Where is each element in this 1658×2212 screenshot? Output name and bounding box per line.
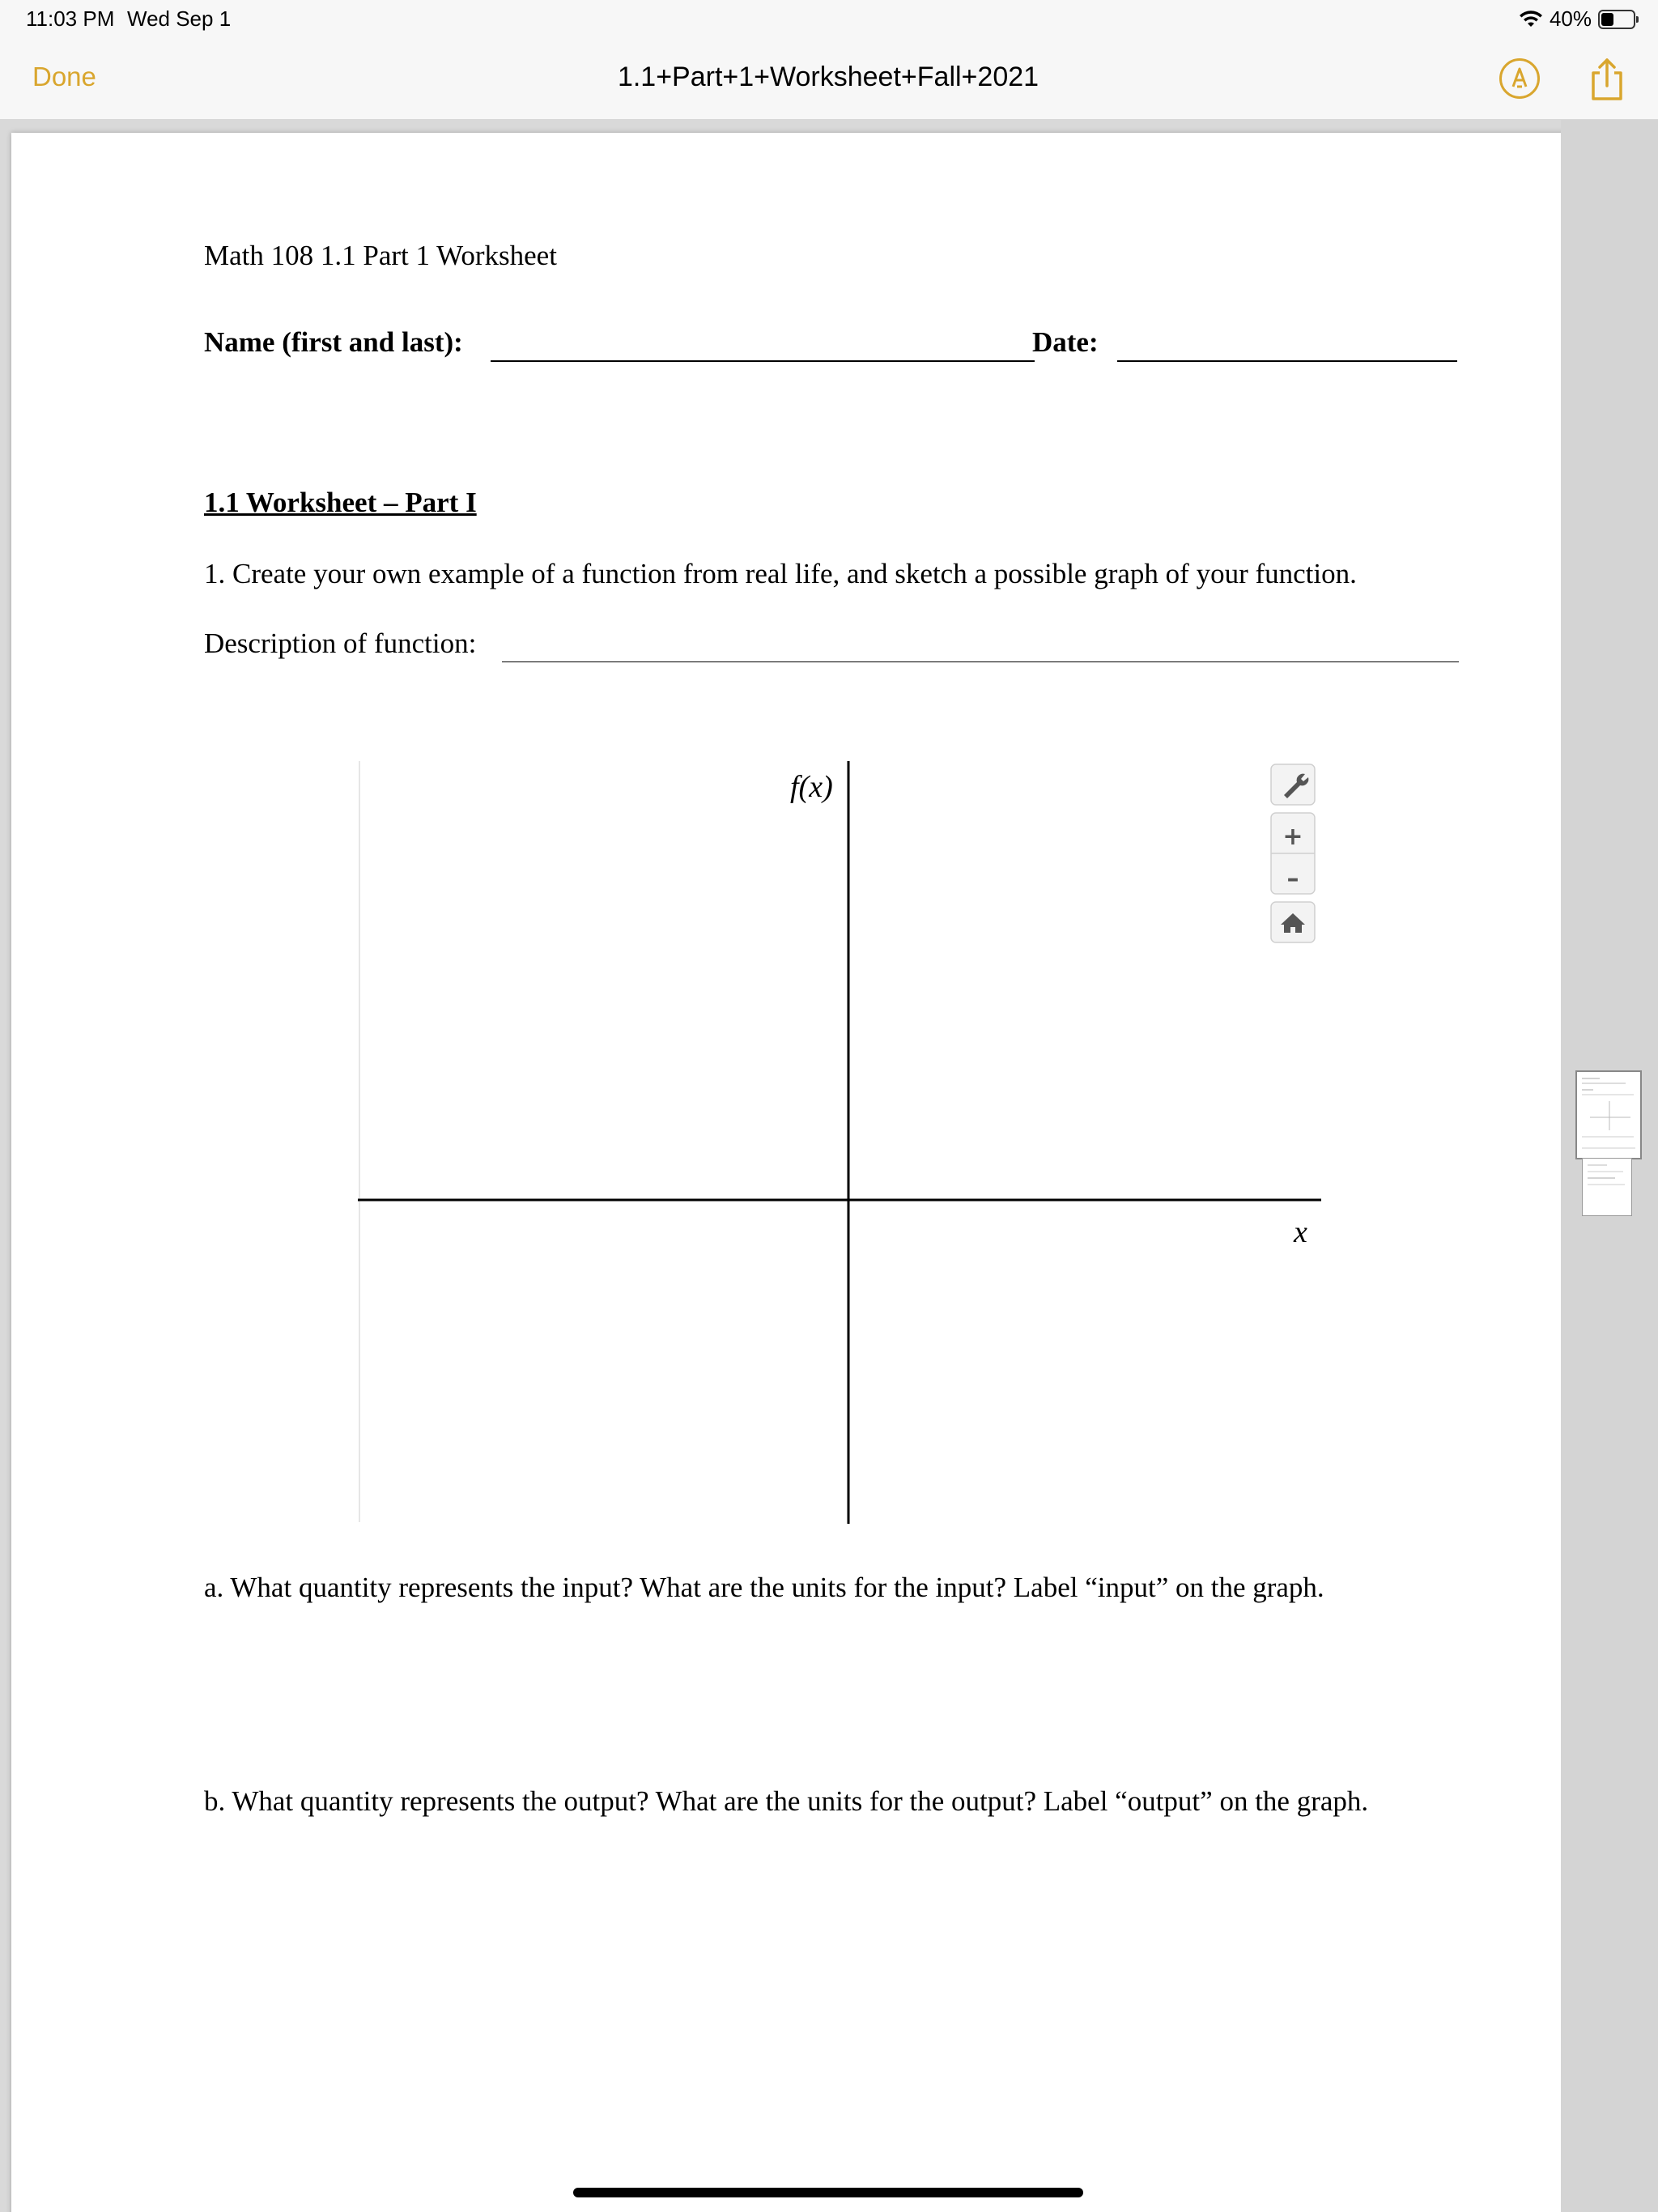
share-button[interactable]: [1587, 57, 1627, 102]
thumbnail-preview: [1577, 1072, 1640, 1158]
battery-icon: [1598, 10, 1635, 29]
document-page: [11, 133, 1647, 2212]
done-button[interactable]: Done: [32, 62, 96, 91]
navigation-bar: [0, 40, 1658, 120]
description-blank-line: [502, 661, 1459, 662]
zoom-in-button[interactable]: +: [1282, 823, 1303, 851]
page-content: [11, 133, 1561, 2212]
zoom-out-button[interactable]: –: [1286, 865, 1299, 893]
description-label: Description of function:: [204, 627, 477, 659]
document-view[interactable]: [0, 120, 1561, 2212]
markup-pen-icon: [1502, 61, 1537, 96]
section-heading: 1.1 Worksheet – Part I: [204, 487, 477, 518]
blank-graph: [346, 761, 1334, 1530]
question-a: a. What quantity represents the input? What are the units for the input? Label “input” on the graph.: [204, 1572, 1324, 1603]
battery-level: [1601, 13, 1613, 26]
document-title-text: 1.1+Part+1+Worksheet+Fall+2021: [617, 62, 1039, 92]
status-time: 11:03 PM: [26, 6, 115, 31]
y-axis-label: f(x): [790, 770, 833, 804]
question-1: 1. Create your own example of a function from real life, and sketch a possible graph of your function.: [204, 558, 1357, 589]
status-right: [1519, 6, 1635, 32]
page-thumbnail-2[interactable]: [1582, 1158, 1632, 1216]
date-blank-line: [1117, 360, 1457, 362]
thumbnail-preview: [1583, 1159, 1631, 1215]
name-label: Name (first and last):: [204, 326, 463, 358]
date-label: Date:: [1032, 326, 1099, 358]
markup-button[interactable]: [1499, 58, 1540, 99]
x-axis-label: x: [1294, 1215, 1307, 1249]
page-thumbnail-strip: [1561, 120, 1658, 2212]
question-b: b. What quantity represents the output? What are the units for the output? Label “output” on the graph.: [204, 1785, 1369, 1817]
status-bar: [0, 0, 1658, 40]
graph-settings-button[interactable]: [1271, 764, 1315, 805]
name-blank-line: [491, 360, 1035, 362]
battery-percent: 40%: [1549, 6, 1592, 31]
document-title: [0, 62, 1658, 93]
page-thumbnail-1[interactable]: [1575, 1070, 1642, 1159]
wifi-icon: [1519, 10, 1543, 29]
graph-home-button[interactable]: [1271, 902, 1315, 942]
share-icon: [1587, 57, 1627, 102]
worksheet-title: Math 108 1.1 Part 1 Worksheet: [204, 240, 557, 271]
status-date: Wed Sep 1: [127, 6, 232, 31]
home-indicator[interactable]: [573, 2188, 1083, 2197]
